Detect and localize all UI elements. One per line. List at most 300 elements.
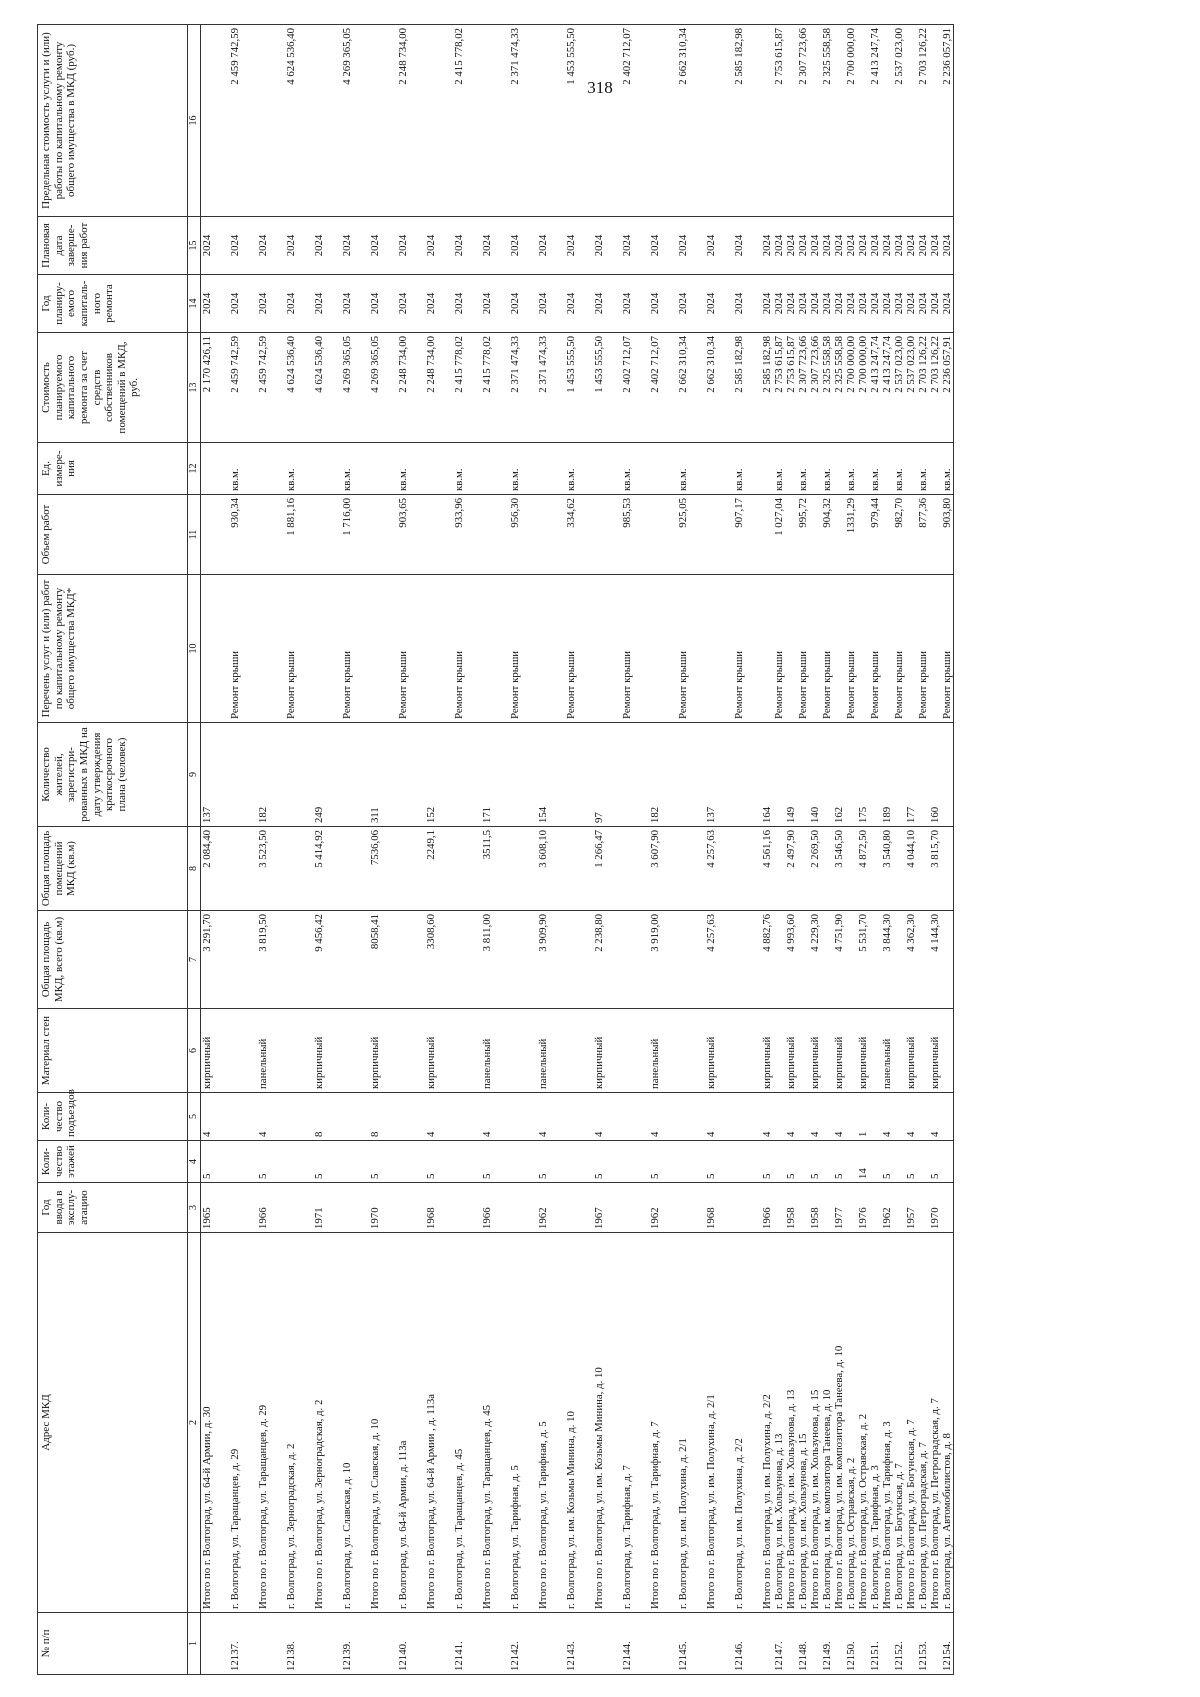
header-repair-year: Год планиру-емого капиталь-ного ремонта (38, 275, 188, 333)
completion-date: 2024 (453, 234, 465, 257)
premises-area: 5 414,92 (313, 830, 325, 868)
floors: 5 (809, 1173, 821, 1179)
entrances (893, 1096, 905, 1137)
floors (733, 1144, 761, 1179)
work-type (201, 578, 229, 719)
premises-area: 2 269,50 (809, 830, 821, 868)
floors: 5 (201, 1173, 213, 1179)
work-volume (929, 498, 941, 571)
address: г. Волгоград, ул. им. Хользунова, д. 13 (773, 1433, 785, 1609)
row-number (833, 1616, 845, 1671)
address: Итого по г. Волгоград, ул. Петроградская, д. 7 (929, 1398, 941, 1609)
wall-material (917, 1012, 929, 1089)
unit: кв.м. (453, 468, 465, 491)
completion-date: 2024 (341, 234, 353, 257)
floors (941, 1144, 953, 1179)
row-number (425, 1616, 453, 1671)
premises-area: 4 044,10 (905, 830, 917, 868)
cost-limit: 2 371 474,33 (509, 28, 521, 85)
entrances: 4 (929, 1131, 941, 1137)
work-volume: 933,96 (453, 498, 465, 528)
total-area: 3 844,30 (881, 914, 893, 952)
work-volume (201, 498, 229, 571)
row-number (857, 1616, 869, 1671)
work-type: Ремонт крыши (893, 650, 905, 719)
address: г. Волгоград, ул. Зерноградская, д. 2 (285, 1443, 297, 1609)
total-area (941, 914, 953, 1005)
row-number (313, 1616, 341, 1671)
work-volume: 334,62 (565, 498, 577, 528)
address: г. Волгоград, ул. им. Козьмы Минина, д. 10 (565, 1411, 577, 1609)
address: г. Волгоград, ул. им. композитора Танеева, д. 10 (821, 1389, 833, 1609)
wall-material (341, 1012, 369, 1089)
repair-cost: 2 415 778,02 (453, 336, 465, 393)
repair-cost: 2 585 182,98 (761, 336, 773, 393)
repair-cost: 4 269 365,05 (341, 336, 353, 393)
wall-material (821, 1012, 833, 1089)
cost-limit (201, 28, 229, 213)
row-number (537, 1616, 565, 1671)
entrances: 4 (809, 1131, 821, 1137)
row-number: 12153. (917, 1641, 929, 1671)
row-number: 12144. (621, 1641, 633, 1671)
total-area (733, 914, 761, 1005)
address: Итого по г. Волгоград, ул. Остравская, д. 2 (857, 1413, 869, 1609)
unit (201, 446, 229, 491)
entrances (797, 1096, 809, 1137)
wall-material: кирпичный (593, 1036, 605, 1089)
cost-limit: 2 700 000,00 (845, 28, 857, 85)
entrances (733, 1096, 761, 1137)
address: Итого по г. Волгоград, ул. им. Козьмы Минина, д. 10 (593, 1367, 605, 1609)
repair-year: 2024 (797, 292, 809, 315)
entrances: 4 (761, 1131, 773, 1137)
repair-year: 2024 (833, 292, 845, 315)
repair-year: 2024 (705, 292, 717, 315)
premises-area (397, 830, 425, 907)
work-volume: 925,05 (677, 498, 689, 528)
work-volume (705, 498, 733, 571)
total-area (453, 914, 481, 1005)
entrances (821, 1096, 833, 1137)
unit: кв.м. (821, 468, 833, 491)
premises-area: 4 561,16 (761, 830, 773, 868)
entrances: 8 (369, 1131, 381, 1137)
premises-area: 3 607,90 (649, 830, 661, 868)
residents: 311 (369, 807, 381, 823)
repair-cost: 2 236 057,91 (941, 336, 953, 393)
work-type: Ремонт крыши (941, 650, 953, 719)
unit (705, 446, 733, 491)
wall-material (453, 1012, 481, 1089)
work-type: Ремонт крыши (565, 650, 577, 719)
unit (857, 446, 869, 491)
cost-limit: 2 459 742,59 (229, 28, 241, 85)
floors (285, 1144, 313, 1179)
residents (621, 726, 649, 823)
floors: 5 (425, 1173, 437, 1179)
wall-material (773, 1012, 785, 1089)
row-number (649, 1616, 677, 1671)
premises-area (941, 830, 953, 907)
work-type: Ремонт крыши (797, 650, 809, 719)
address: Итого по г. Волгоград, ул. им. Хользунова, д. 15 (809, 1389, 821, 1609)
residents: 162 (833, 806, 845, 823)
entrances (869, 1096, 881, 1137)
floors (509, 1144, 537, 1179)
residents: 140 (809, 806, 821, 823)
total-area: 5 531,70 (857, 914, 869, 952)
address: г. Волгоград, ул. им. Хользунова, д. 15 (797, 1433, 809, 1609)
repair-year: 2024 (773, 292, 785, 315)
residents (869, 726, 881, 823)
row-number: 12142. (509, 1641, 521, 1671)
header-floors: Коли-чество этажей (38, 1141, 188, 1183)
column-number: 5 (188, 1093, 201, 1141)
work-type: Ремонт крыши (621, 650, 633, 719)
repair-cost: 2 753 615,87 (773, 336, 785, 393)
entrances (773, 1096, 785, 1137)
total-area (869, 914, 881, 1005)
premises-area (341, 830, 369, 907)
total-area (845, 914, 857, 1005)
premises-area (797, 830, 809, 907)
wall-material: кирпичный (369, 1036, 381, 1089)
entrances: 4 (593, 1131, 605, 1137)
completion-date: 2024 (313, 234, 325, 257)
completion-date: 2024 (821, 234, 833, 257)
completion-date: 2024 (761, 234, 773, 257)
work-type: Ремонт крыши (821, 650, 833, 719)
row-number (481, 1616, 509, 1671)
address: Итого по г. Волгоград, ул. им. Полухина, д. 2/2 (761, 1394, 773, 1609)
row-number (761, 1616, 773, 1671)
row-number: 12149. (821, 1641, 833, 1671)
wall-material (509, 1012, 537, 1089)
completion-date: 2024 (593, 234, 605, 257)
total-area (773, 914, 785, 1005)
commission-year: 1970 (929, 1207, 941, 1229)
header-works: Перечень услуг и (или) работ по капитальному ремонту общего имущества МКД* (38, 575, 188, 723)
floors: 5 (257, 1173, 269, 1179)
premises-area (821, 830, 833, 907)
total-area: 2 238,80 (593, 914, 605, 952)
completion-date: 2024 (565, 234, 577, 257)
column-number: 12 (188, 443, 201, 495)
wall-material: панельный (649, 1038, 661, 1089)
row-number (369, 1616, 397, 1671)
premises-area (869, 830, 881, 907)
entrances: 4 (425, 1131, 437, 1137)
work-type (593, 578, 621, 719)
column-number: 4 (188, 1141, 201, 1183)
cost-limit (705, 28, 733, 213)
premises-area: 7536,06 (369, 830, 381, 866)
commission-year (917, 1186, 929, 1229)
entrances: 4 (881, 1131, 893, 1137)
row-number (785, 1616, 797, 1671)
unit (593, 446, 621, 491)
header-address: Адрес МКД (38, 1233, 188, 1613)
repair-year: 2024 (649, 292, 661, 315)
work-type: Ремонт крыши (677, 650, 689, 719)
repair-cost: 2 413 247,74 (881, 336, 893, 393)
repair-year: 2024 (809, 292, 821, 315)
completion-date: 2024 (397, 234, 409, 257)
work-volume (761, 498, 773, 571)
commission-year: 1968 (425, 1207, 437, 1229)
row-number: 12150. (845, 1641, 857, 1671)
cost-limit: 2 307 723,66 (797, 28, 809, 85)
residents: 182 (649, 806, 661, 823)
column-number: 13 (188, 333, 201, 443)
work-volume (369, 498, 397, 571)
address: г. Волгоград, ул. Автомобилистов, д. 8 (941, 1433, 953, 1609)
premises-area: 3511,5 (481, 830, 493, 860)
work-type: Ремонт крыши (869, 650, 881, 719)
work-volume: 995,72 (797, 498, 809, 528)
repair-cost: 2 585 182,98 (733, 336, 745, 393)
address: г. Волгоград, ул. Славская, д. 10 (341, 1462, 353, 1609)
floors: 5 (537, 1173, 549, 1179)
total-area: 4 993,60 (785, 914, 797, 952)
work-type (929, 578, 941, 719)
header-cost: Стоимость планируемого капитального ремонта за счет средств собственников помещений в МКД, руб. (38, 333, 188, 443)
completion-date: 2024 (537, 234, 549, 257)
completion-date: 2024 (929, 234, 941, 257)
row-number: 12140. (397, 1641, 409, 1671)
column-number: 2 (188, 1233, 201, 1613)
entrances: 4 (833, 1131, 845, 1137)
total-area (397, 914, 425, 1005)
repair-cost: 4 624 536,40 (285, 336, 297, 393)
repair-year: 2024 (857, 292, 869, 315)
repair-cost: 2 402 712,07 (649, 336, 661, 393)
row-number: 12154. (941, 1641, 953, 1671)
address: г. Волгоград, ул. Тарифная, д. 3 (869, 1465, 881, 1609)
residents (509, 726, 537, 823)
work-type (785, 578, 797, 719)
header-total-area: Общая площадь МКД, всего (кв.м) (38, 911, 188, 1009)
commission-year: 1976 (857, 1207, 869, 1229)
residents (845, 726, 857, 823)
work-volume: 985,53 (621, 498, 633, 528)
entrances (565, 1096, 593, 1137)
unit (369, 446, 397, 491)
cost-limit: 2 585 182,98 (733, 28, 745, 85)
cost-limit: 2 325 558,58 (821, 28, 833, 85)
floors (821, 1144, 833, 1179)
wall-material: кирпичный (425, 1036, 437, 1089)
wall-material (565, 1012, 593, 1089)
premises-area: 3 523,50 (257, 830, 269, 868)
repair-cost: 2 459 742,59 (229, 336, 241, 393)
premises-area (509, 830, 537, 907)
unit: кв.м. (941, 468, 953, 491)
floors: 5 (593, 1173, 605, 1179)
work-volume: 930,34 (229, 498, 241, 528)
residents: 154 (537, 806, 549, 823)
work-volume: 1 027,04 (773, 498, 785, 536)
residents (677, 726, 705, 823)
total-area: 3 819,50 (257, 914, 269, 952)
repair-cost: 2 371 474,33 (537, 336, 549, 393)
residents (229, 726, 257, 823)
unit: кв.м. (229, 468, 241, 491)
address: г. Волгоград, ул. Богунская, д. 7 (893, 1463, 905, 1609)
residents: 152 (425, 806, 437, 823)
repair-year: 2024 (341, 292, 353, 315)
total-area (621, 914, 649, 1005)
work-volume: 979,44 (869, 498, 881, 528)
work-type (313, 578, 341, 719)
repair-cost: 2 537 023,00 (905, 336, 917, 393)
commission-year: 1971 (313, 1207, 325, 1229)
work-type (257, 578, 285, 719)
completion-date: 2024 (845, 234, 857, 257)
unit: кв.м. (893, 468, 905, 491)
wall-material (797, 1012, 809, 1089)
work-type (857, 578, 869, 719)
wall-material (733, 1012, 761, 1089)
entrances: 1 (857, 1131, 869, 1137)
row-number (705, 1616, 733, 1671)
cost-limit (809, 28, 821, 213)
address: Итого по г. Волгоград, ул. 64-й Армии , д. 113а (425, 1393, 437, 1609)
commission-year (565, 1186, 593, 1229)
completion-date: 2024 (705, 234, 717, 257)
work-volume (785, 498, 797, 571)
commission-year: 1966 (481, 1207, 493, 1229)
work-type: Ремонт крыши (509, 650, 521, 719)
unit (833, 446, 845, 491)
residents (341, 726, 369, 823)
address: Итого по г. Волгоград, ул. им. Полухина, д. 2/1 (705, 1394, 717, 1609)
total-area (797, 914, 809, 1005)
completion-date: 2024 (509, 234, 521, 257)
repair-cost: 2 170 426,11 (201, 336, 213, 393)
row-number (809, 1616, 821, 1671)
unit: кв.м. (917, 468, 929, 491)
address: г. Волгоград, ул. им. Полухина, д. 2/1 (677, 1438, 689, 1609)
wall-material: панельный (481, 1038, 493, 1089)
commission-year (845, 1186, 857, 1229)
residents (733, 726, 761, 823)
capital-repair-table (37, 24, 954, 1675)
floors (341, 1144, 369, 1179)
work-volume: 1 716,00 (341, 498, 353, 536)
total-area (341, 914, 369, 1005)
work-type (833, 578, 845, 719)
repair-year: 2024 (425, 292, 437, 315)
address: г. Волгоград, ул. Тарифная, д. 7 (621, 1465, 633, 1609)
address: Итого по г. Волгоград, ул. им. композитора Танеева, д. 10 (833, 1345, 845, 1609)
premises-area: 2 084,40 (201, 830, 213, 868)
column-number: 16 (188, 25, 201, 217)
residents: 149 (785, 806, 797, 823)
work-type: Ремонт крыши (397, 650, 409, 719)
total-area: 4 257,63 (705, 914, 717, 952)
column-number: 15 (188, 217, 201, 275)
commission-year: 1970 (369, 1207, 381, 1229)
row-number: 12151. (869, 1641, 881, 1671)
address: Итого по г. Волгоград, ул. Таращанцев, д. 45 (481, 1404, 493, 1609)
cost-limit: 4 269 365,05 (341, 28, 353, 85)
commission-year: 1966 (257, 1207, 269, 1229)
total-area: 3 291,70 (201, 914, 213, 952)
floors: 5 (881, 1173, 893, 1179)
cost-limit (785, 28, 797, 213)
total-area: 4 362,30 (905, 914, 917, 952)
entrances: 4 (537, 1131, 549, 1137)
row-number: 12145. (677, 1641, 689, 1671)
premises-area (453, 830, 481, 907)
premises-area (285, 830, 313, 907)
floors: 5 (705, 1173, 717, 1179)
completion-date: 2024 (881, 234, 893, 257)
repair-cost: 4 624 536,40 (313, 336, 325, 393)
column-number: 6 (188, 1009, 201, 1093)
work-volume: 903,80 (941, 498, 953, 528)
repair-cost: 2 703 126,22 (929, 336, 941, 393)
wall-material (845, 1012, 857, 1089)
work-volume: 904,32 (821, 498, 833, 528)
entrances: 4 (481, 1131, 493, 1137)
cost-limit (761, 28, 773, 213)
floors: 5 (761, 1173, 773, 1179)
repair-cost: 2 248 734,00 (425, 336, 437, 393)
repair-year: 2024 (537, 292, 549, 315)
floors (397, 1144, 425, 1179)
column-number: 3 (188, 1183, 201, 1233)
unit (649, 446, 677, 491)
row-number: 12137. (229, 1641, 241, 1671)
entrances (341, 1096, 369, 1137)
cost-limit: 2 537 023,00 (893, 28, 905, 85)
repair-year: 2024 (201, 292, 213, 315)
commission-year (285, 1186, 313, 1229)
premises-area (917, 830, 929, 907)
row-number: 12141. (453, 1641, 465, 1671)
repair-year: 2024 (593, 292, 605, 315)
work-volume: 982,70 (893, 498, 905, 528)
commission-year (341, 1186, 369, 1229)
residents: 171 (481, 806, 493, 823)
total-area: 3 909,90 (537, 914, 549, 952)
floors (621, 1144, 649, 1179)
completion-date: 2024 (773, 234, 785, 257)
residents (773, 726, 785, 823)
premises-area (733, 830, 761, 907)
entrances (621, 1096, 649, 1137)
work-volume: 907,17 (733, 498, 745, 528)
rotated-table-container (37, 25, 1177, 1675)
repair-year: 2024 (893, 292, 905, 315)
commission-year: 1968 (705, 1207, 717, 1229)
cost-limit: 2 415 778,02 (453, 28, 465, 85)
residents: 97 (593, 812, 605, 823)
unit: кв.м. (509, 468, 521, 491)
row-number: 12148. (797, 1641, 809, 1671)
premises-area: 3 608,10 (537, 830, 549, 868)
unit (257, 446, 285, 491)
row-number: 12143. (565, 1641, 577, 1671)
floors (677, 1144, 705, 1179)
completion-date: 2024 (425, 234, 437, 257)
wall-material: кирпичный (313, 1036, 325, 1089)
work-type (881, 578, 893, 719)
repair-year: 2024 (917, 292, 929, 315)
